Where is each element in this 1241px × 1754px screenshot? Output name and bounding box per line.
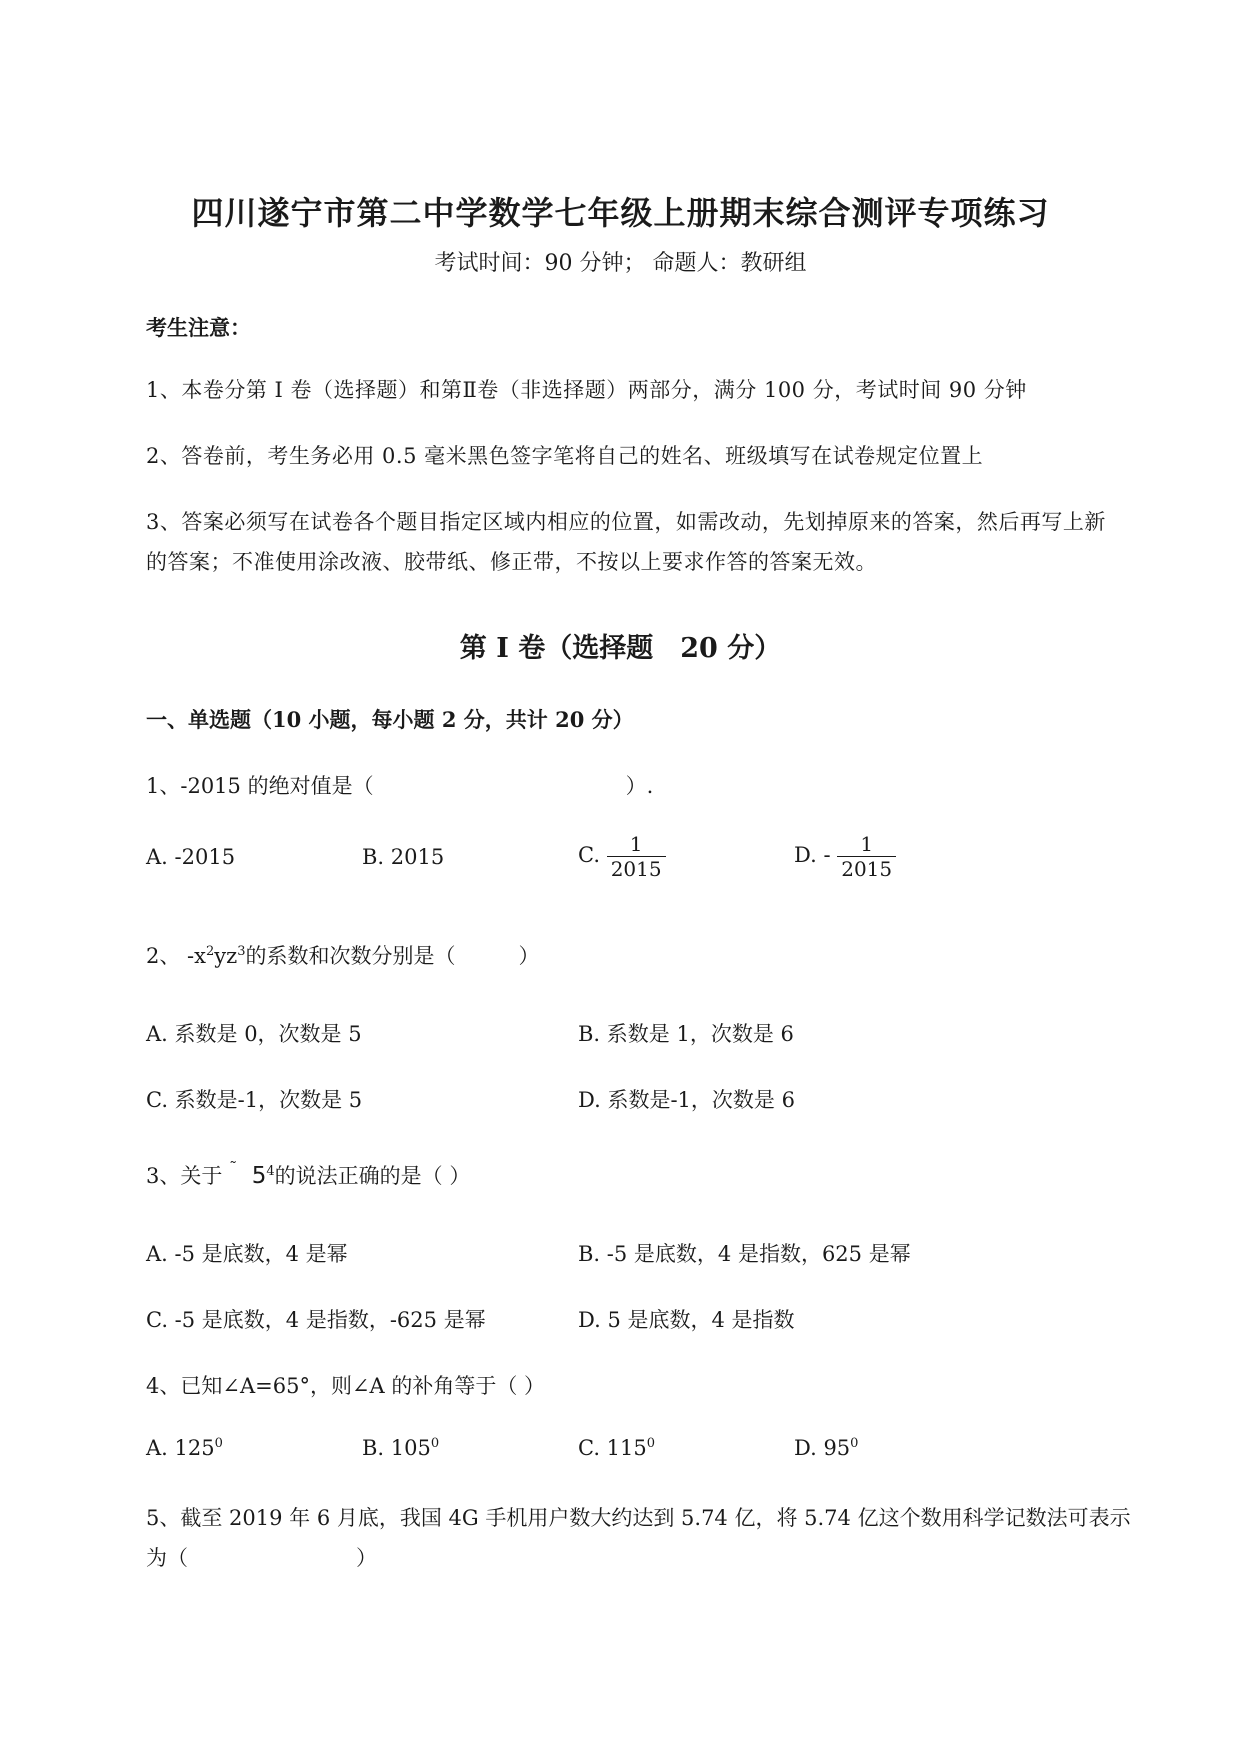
tilde-mark: ˜ (229, 1158, 238, 1177)
question-2-option-b: B. 系数是 1，次数是 6 (578, 1022, 794, 1046)
question-3-stem (146, 1160, 470, 1190)
numerator: 1 (629, 832, 643, 856)
section-title: 第 I 卷（选择题 20 分） (459, 633, 782, 664)
degree-mark: 0 (214, 1436, 223, 1451)
question-2-stem (146, 940, 539, 970)
question-3-option-a: A. -5 是底数，4 是幂 (146, 1242, 348, 1266)
exponent: 2 (205, 944, 215, 959)
question-1-option-b: B. 2015 (362, 845, 445, 869)
question-1-option-a: A. -2015 (146, 845, 236, 869)
notice-heading: 考生注意： (146, 315, 251, 340)
question-1-option-c (578, 832, 666, 881)
question-4-option-b (362, 1436, 439, 1460)
stem-text: 的系数和次数分别是（ ） (245, 944, 540, 968)
option-c-label: C. (578, 843, 600, 867)
part-heading: 一、单选题（10 小题，每小题 2 分，共计 20 分） (146, 707, 634, 732)
question-4-option-d (794, 1436, 858, 1460)
question-4-option-c (578, 1436, 655, 1460)
degree-mark: 0 (850, 1436, 859, 1451)
numerator: 1 (860, 832, 874, 856)
stem-text: 3、关于 (146, 1164, 223, 1188)
question-2-option-d: D. 系数是-1，次数是 6 (578, 1088, 795, 1112)
stem-text: 2、 -x (146, 944, 206, 968)
notice-item: 3、答案必须写在试卷各个题目指定区域内相应的位置，如需改动，先划掉原来的答案，然后再写上新 (146, 510, 1106, 534)
notice-item: 1、本卷分第 I 卷（选择题）和第Ⅱ卷（非选择题）两部分，满分 100 分，考试时间 90 分钟 (146, 378, 1027, 402)
fraction (837, 832, 896, 881)
notice-item: 2、答卷前，考生务必用 0.5 毫米黑色签字笔将自己的姓名、班级填写在试卷规定位置上 (146, 444, 984, 468)
question-1-option-d (794, 832, 896, 881)
question-4-stem: 4、已知∠A=65°，则∠A 的补角等于（ ） (146, 1374, 546, 1398)
stem-text: yz (214, 944, 238, 968)
option-text: A. 125 (146, 1436, 215, 1460)
question-3-option-d: D. 5 是底数，4 是指数 (578, 1308, 795, 1332)
question-4-option-a (146, 1436, 223, 1460)
question-2-option-c: C. 系数是-1，次数是 5 (146, 1088, 363, 1112)
exponent: 4 (266, 1164, 275, 1179)
page-title: 四川遂宁市第二中学数学七年级上册期末综合测评专项练习 (191, 194, 1050, 232)
stem-text: 的说法正确的是（ ） (274, 1164, 471, 1188)
fraction (607, 832, 666, 881)
notice-item: 的答案；不准使用涂改液、胶带纸、修正带，不按以上要求作答的答案无效。 (146, 550, 877, 574)
power-base: 5 (251, 1163, 267, 1189)
option-text: C. 115 (578, 1436, 647, 1460)
option-text: D. 95 (794, 1436, 851, 1460)
degree-mark: 0 (430, 1436, 440, 1451)
option-d-label: D. - (794, 843, 831, 867)
question-5-stem-line-2: 为（ ） (146, 1546, 377, 1570)
denominator: 2015 (837, 856, 896, 881)
denominator: 2015 (607, 856, 666, 881)
option-text: B. 105 (362, 1436, 431, 1460)
question-2-option-a: A. 系数是 0，次数是 5 (146, 1022, 362, 1046)
exponent: 3 (237, 944, 246, 959)
question-3-option-b: B. -5 是底数，4 是指数，625 是幂 (578, 1242, 911, 1266)
exam-info: 考试时间：90 分钟； 命题人：教研组 (434, 251, 807, 276)
question-1-stem: 1、-2015 的绝对值是（ ）. (146, 774, 654, 798)
question-5-stem-line-1: 5、截至 2019 年 6 月底，我国 4G 手机用户数大约达到 5.74 亿，将 5.74 亿这个数用科学记数法可表示 (146, 1506, 1131, 1530)
degree-mark: 0 (646, 1436, 656, 1451)
question-3-option-c: C. -5 是底数，4 是指数，-625 是幂 (146, 1308, 486, 1332)
